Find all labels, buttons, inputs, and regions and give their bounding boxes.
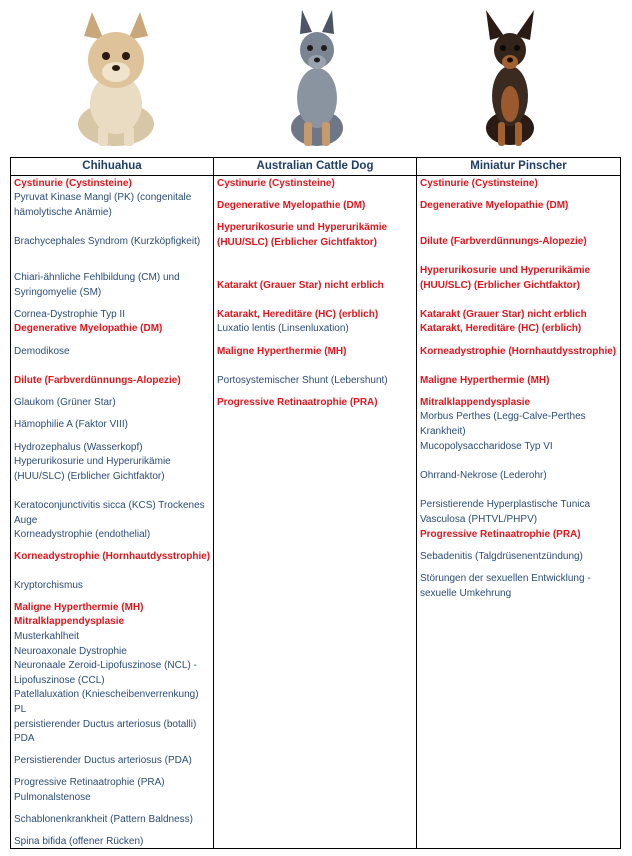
cattle-dog-disease: Katarakt, Hereditäre (HC) (erblich) xyxy=(217,309,379,320)
pinscher-disease: Mitralklappendysplasie xyxy=(420,397,531,408)
chihuahua-disease: PDA xyxy=(14,733,35,744)
chihuahua-disease: Demodikose xyxy=(14,346,70,357)
chihuahua-disease: Kryptorchismus xyxy=(14,580,83,591)
chihuahua-disease: persistierender Ductus arteriosus (botalli) xyxy=(14,719,197,730)
miniatur-pinscher-image xyxy=(474,6,546,150)
chihuahua-disease: Chiari-ähnliche Fehlbildung (CM) und Syringomyelie (SM) xyxy=(14,272,180,298)
chihuahua-disease: Degenerative Myelopathie (DM) xyxy=(14,323,163,334)
chihuahua-disease: Hämophilie A (Faktor VIII) xyxy=(14,419,128,430)
pinscher-disease: Störungen der sexuellen Entwicklung - sexuelle Umkehrung xyxy=(420,573,591,599)
chihuahua-disease: Korneadystrophie (endothelial) xyxy=(14,529,151,540)
breed-disease-table xyxy=(10,157,621,849)
pinscher-disease: Morbus Perthes (Legg-Calve-Perthes Krankheit) xyxy=(420,411,586,437)
pinscher-disease: Korneadystrophie (Hornhautdysstrophie) xyxy=(420,346,617,357)
cattle-dog-disease: Maligne Hyperthermie (MH) xyxy=(217,346,347,357)
cattle-dog-disease: Degenerative Myelopathie (DM) xyxy=(217,200,366,211)
cattle-dog-disease: Portosystemischer Shunt (Lebershunt) xyxy=(217,375,388,386)
pinscher-disease: Progressive Retinaatrophie (PRA) xyxy=(420,529,581,540)
pinscher-disease: Hyperurikosurie und Hyperurikämie (HUU/SLC) (Erblicher Gichtfaktor) xyxy=(420,265,591,291)
chihuahua-disease: Korneadystrophie (Hornhautdysstrophie) xyxy=(14,551,211,562)
pinscher-disease: Ohrrand-Nekrose (Lederohr) xyxy=(420,470,547,481)
pinscher-disease: Persistierende Hyperplastische Tunica Vasculosa (PHTVL/PHPV) xyxy=(420,499,591,525)
australian-cattle-dog-image xyxy=(282,6,352,150)
chihuahua-disease: Mitralklappendysplasie xyxy=(14,616,125,627)
chihuahua-disease: Dilute (Farbverdünnungs-Alopezie) xyxy=(14,375,181,386)
chihuahua-disease: Persistierender Ductus arteriosus (PDA) xyxy=(14,755,192,766)
pinscher-disease: Katarakt (Grauer Star) nicht erblich xyxy=(420,309,587,320)
column-divider xyxy=(213,158,214,848)
chihuahua-disease: Hydrozephalus (Wasserkopf) xyxy=(14,442,143,453)
pinscher-disease: Cystinurie (Cystinsteine) xyxy=(420,178,538,189)
pinscher-disease: Dilute (Farbverdünnungs-Alopezie) xyxy=(420,236,587,247)
pinscher-disease: Katarakt, Hereditäre (HC) (erblich) xyxy=(420,323,582,334)
chihuahua-disease: Maligne Hyperthermie (MH) xyxy=(14,602,144,613)
pinscher-disease: Degenerative Myelopathie (DM) xyxy=(420,200,569,211)
chihuahua-disease: Brachycephales Syndrom (Kurzköpfigkeit) xyxy=(14,236,201,247)
cattle-dog-disease: Katarakt (Grauer Star) nicht erblich xyxy=(217,280,384,291)
chihuahua-disease: Patellaluxation (Kniescheibenverrenkung) xyxy=(14,689,199,700)
pinscher-disease: Mucopolysaccharidose Typ VI xyxy=(420,441,553,452)
chihuahua-disease: Pulmonalstenose xyxy=(14,792,91,803)
chihuahua-disease: Hyperurikosurie und Hyperurikämie (HUU/SLC) (Erblicher Gichtfaktor) xyxy=(14,456,171,482)
column-divider xyxy=(416,158,417,848)
header-australian-cattle-dog: Australian Cattle Dog xyxy=(256,160,374,172)
chihuahua-disease: Keratoconjunctivitis sicca (KCS) Trockenes Auge xyxy=(14,500,205,526)
cattle-dog-disease: Cystinurie (Cystinsteine) xyxy=(217,178,335,189)
chihuahua-disease: Cornea-Dystrophie Typ II xyxy=(14,309,125,320)
chihuahua-disease: Spina bifida (offener Rücken) xyxy=(14,836,144,847)
cattle-dog-disease: Progressive Retinaatrophie (PRA) xyxy=(217,397,378,408)
chihuahua-image xyxy=(62,6,170,150)
cattle-dog-disease: Luxatio lentis (Linsenluxation) xyxy=(217,323,349,334)
chihuahua-disease: PL xyxy=(14,704,27,715)
header-chihuahua: Chihuahua xyxy=(82,160,142,172)
chihuahua-disease: Musterkahlheit xyxy=(14,631,80,642)
pinscher-disease: Sebadenitis (Talgdrüsenentzündung) xyxy=(420,551,583,562)
header-miniatur-pinscher: Miniatur Pinscher xyxy=(470,160,567,172)
cattle-dog-disease: Hyperurikosurie und Hyperurikämie (HUU/SLC) (Erblicher Gichtfaktor) xyxy=(217,222,388,248)
chihuahua-disease: Cystinurie (Cystinsteine) xyxy=(14,178,132,189)
chihuahua-disease: Pyruvat Kinase Mangl (PK) (congenitale hämolytische Anämie) xyxy=(14,192,192,218)
header-divider xyxy=(11,175,620,176)
chihuahua-disease: Neuroaxonale Dystrophie xyxy=(14,646,127,657)
pinscher-disease: Maligne Hyperthermie (MH) xyxy=(420,375,550,386)
chihuahua-disease: Progressive Retinaatrophie (PRA) xyxy=(14,777,165,788)
chihuahua-disease: Neuronaale Zeroid-Lipofuszinose (NCL) - Lipofuszinose (CCL) xyxy=(14,660,197,686)
chihuahua-disease: Glaukom (Grüner Star) xyxy=(14,397,116,408)
chihuahua-disease: Schablonenkrankheit (Pattern Baldness) xyxy=(14,814,193,825)
